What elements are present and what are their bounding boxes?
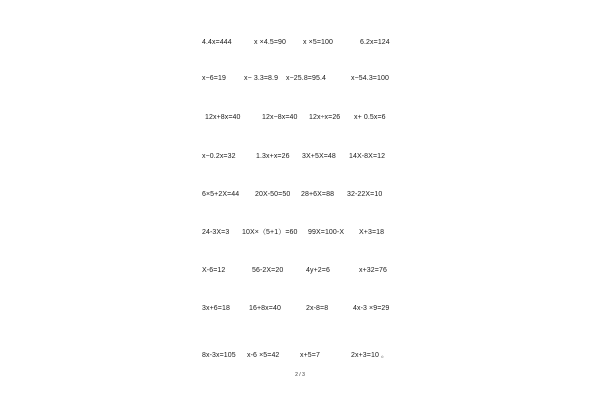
equation: 3x+6=18 [202, 305, 230, 312]
equation: x−54.3=100 [351, 75, 389, 82]
equation: x ×4.5=90 [254, 39, 287, 46]
equation: 6.2x=124 [360, 39, 390, 46]
equation: 14X-8X=12 [349, 153, 386, 160]
equation: 8x-3x=105 [202, 352, 236, 359]
equation: x− 3.3=8.9 [244, 75, 279, 82]
page-number: 2 / 3 [295, 372, 305, 378]
equation: x−0.2x=32 [202, 153, 236, 160]
equation: 2x-8=8 [306, 305, 329, 312]
equation: X-6=12 [202, 267, 226, 274]
equation: 3X+5X=48 [302, 153, 336, 160]
equation: 56-2X=20 [252, 267, 284, 274]
equation: 1.3x+x=26 [256, 153, 290, 160]
equation: x−6=19 [202, 75, 226, 82]
equation: 4.4x=444 [202, 39, 232, 46]
equation: x-6 ×5=42 [247, 352, 280, 359]
equation: X+3=18 [359, 229, 385, 236]
equation: 20X-50=50 [255, 191, 291, 198]
equation: x+5=7 [300, 352, 320, 359]
equation: 12x÷x=26 [309, 114, 341, 121]
equation: 24-3X=3 [202, 229, 230, 236]
equation: 6×5+2X=44 [202, 191, 240, 198]
equation: 4y+2=6 [306, 267, 330, 274]
equation: 99X=100-X [308, 229, 345, 236]
equation: 28+6X=88 [301, 191, 335, 198]
equation: 16+8x=40 [249, 305, 281, 312]
equation: x+ 0.5x=6 [354, 114, 386, 121]
equation: x+32=76 [359, 267, 387, 274]
equation: 32-22X=10 [347, 191, 383, 198]
equation: 12x+8x=40 [205, 114, 241, 121]
equation: 4x-3 ×9=29 [353, 305, 390, 312]
equation: x ×5=100 [303, 39, 333, 46]
equation: 12x−8x=40 [262, 114, 298, 121]
equation: x−25.8=95.4 [286, 75, 327, 82]
equation: 10X×（5+1）=60 [242, 229, 298, 236]
equation: 2x+3=10 。 [351, 352, 389, 359]
